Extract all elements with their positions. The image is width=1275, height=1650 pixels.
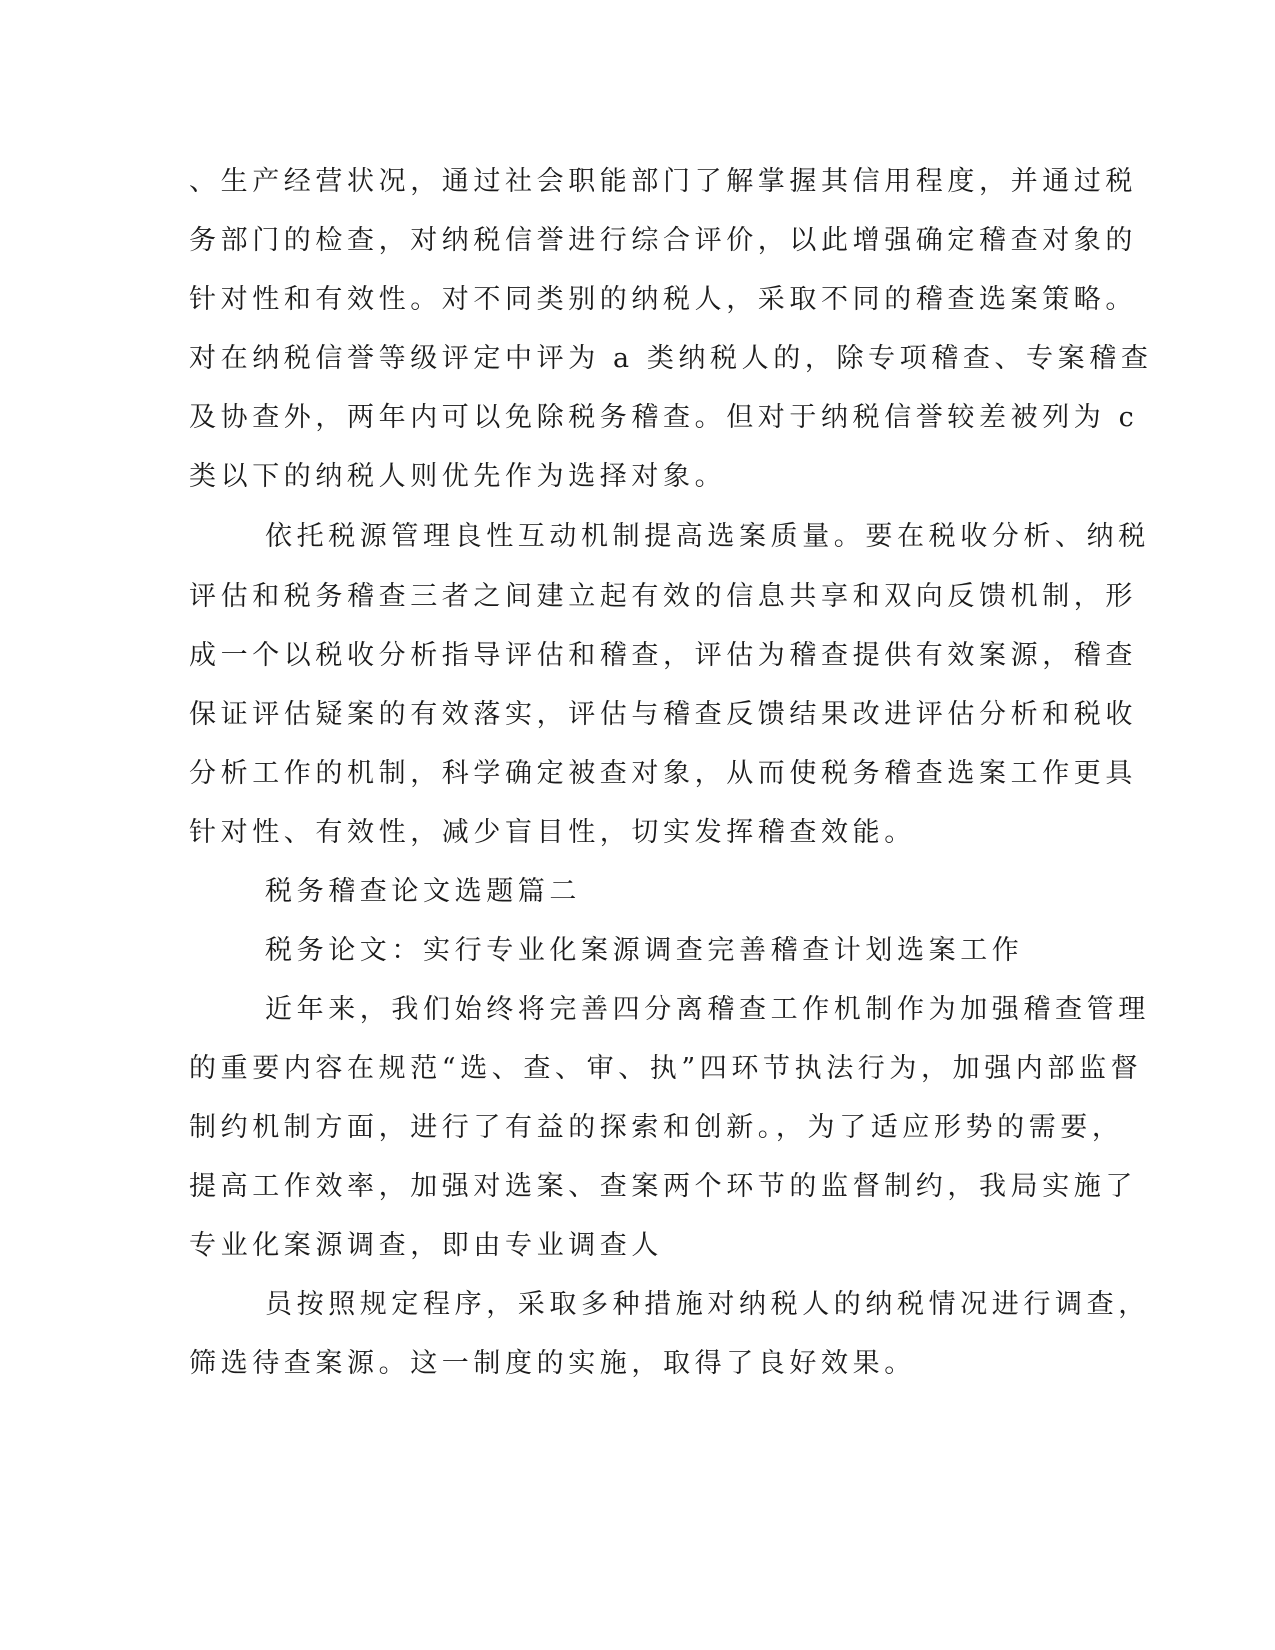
paragraph-first-line: 近年来，我们始终将完善四分离稽查工作机制作为加强稽查管理 <box>265 994 1150 1025</box>
text-line: 及协查外，两年内可以免除税务稽查。但对于纳税信誉较差被列为 c <box>189 402 1139 433</box>
text-line: 分析工作的机制，科学确定被查对象，从而使税务稽查选案工作更具 <box>189 758 1137 789</box>
article-title: 税务论文：实行专业化案源调查完善稽查计划选案工作 <box>265 935 1024 966</box>
text-line: 针对性和有效性。对不同类别的纳税人，采取不同的稽查选案策略。 <box>189 284 1137 315</box>
text-line: 务部门的检查，对纳税信誉进行综合评价，以此增强确定稽查对象的 <box>189 225 1137 256</box>
text-line: 的重要内容在规范“选、查、审、执”四环节执法行为，加强内部监督 <box>189 1053 1143 1084</box>
text-line: 类以下的纳税人则优先作为选择对象。 <box>189 461 727 492</box>
text-line: 成一个以税收分析指导评估和稽查，评估为稽查提供有效案源，稽查 <box>189 640 1137 671</box>
paragraph-first-line: 员按照规定程序，采取多种措施对纳税人的纳税情况进行调查， <box>265 1289 1150 1320</box>
text-line: 针对性、有效性，减少盲目性，切实发挥稽查效能。 <box>189 817 916 848</box>
text-line: 提高工作效率，加强对选案、查案两个环节的监督制约，我局实施了 <box>189 1171 1137 1202</box>
text-line: 专业化案源调查，即由专业调查人 <box>189 1230 663 1261</box>
text-line: 评估和税务稽查三者之间建立起有效的信息共享和双向反馈机制，形 <box>189 581 1137 612</box>
text-line: 对在纳税信誉等级评定中评为 a 类纳税人的，除专项稽查、专案稽查 <box>189 343 1153 374</box>
text-line: 、生产经营状况，通过社会职能部门了解掌握其信用程度，并通过税 <box>189 166 1137 197</box>
paragraph-first-line: 依托税源管理良性互动机制提高选案质量。要在税收分析、纳税 <box>265 521 1150 552</box>
text-line: 保证评估疑案的有效落实，评估与稽查反馈结果改进评估分析和税收 <box>189 699 1137 730</box>
text-line: 制约机制方面，进行了有益的探索和创新。，为了适应形势的需要， <box>189 1112 1124 1143</box>
text-line: 筛选待查案源。这一制度的实施，取得了良好效果。 <box>189 1348 916 1379</box>
section-heading: 税务稽查论文选题篇二 <box>265 876 581 907</box>
